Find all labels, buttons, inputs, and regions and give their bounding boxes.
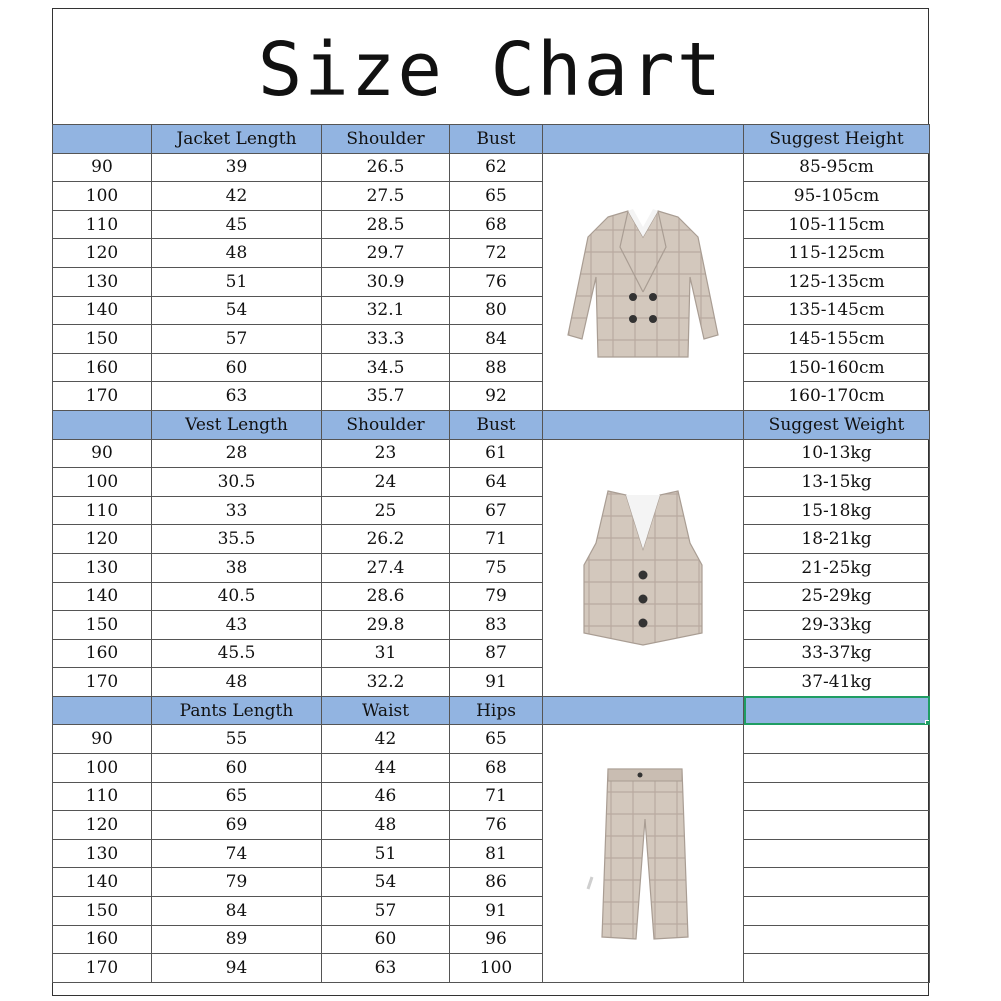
- jacket-suggest-cell[interactable]: 95-105cm: [744, 182, 930, 211]
- jacket-measure-a-cell[interactable]: 27.5: [322, 182, 450, 211]
- vest-length-cell[interactable]: 48: [152, 668, 322, 697]
- jacket-suggest-cell[interactable]: 85-95cm: [744, 153, 930, 182]
- pants-measure-b-cell[interactable]: 71: [450, 782, 543, 811]
- vest-length-cell[interactable]: 33: [152, 496, 322, 525]
- jacket-measure-b-cell[interactable]: 62: [450, 153, 543, 182]
- jacket-measure-a-cell[interactable]: 33.3: [322, 325, 450, 354]
- vest-measure-a-cell[interactable]: 24: [322, 468, 450, 497]
- pants-size-cell[interactable]: 170: [53, 954, 152, 983]
- jacket-size-cell[interactable]: 90: [53, 153, 152, 182]
- pants-suggest-cell[interactable]: [744, 811, 930, 840]
- vest-measure-a-cell[interactable]: 26.2: [322, 525, 450, 554]
- vest-suggest-cell[interactable]: 33-37kg: [744, 639, 930, 668]
- vest-length-cell[interactable]: 45.5: [152, 639, 322, 668]
- jacket-suggest-cell[interactable]: 145-155cm: [744, 325, 930, 354]
- jacket-size-header[interactable]: [53, 125, 152, 154]
- pants-measure-a-cell[interactable]: 44: [322, 754, 450, 783]
- pants-size-cell[interactable]: 140: [53, 868, 152, 897]
- jacket-size-cell[interactable]: 140: [53, 296, 152, 325]
- pants-suggest-cell[interactable]: [744, 754, 930, 783]
- jacket-length-cell[interactable]: 48: [152, 239, 322, 268]
- table-row: [53, 639, 930, 668]
- pants-measure-a-cell[interactable]: 48: [322, 811, 450, 840]
- vest-suggest-cell[interactable]: 13-15kg: [744, 468, 930, 497]
- jacket-measure-a-cell[interactable]: 34.5: [322, 353, 450, 382]
- pants-measure-b-cell[interactable]: 86: [450, 868, 543, 897]
- jacket-length-cell[interactable]: 45: [152, 210, 322, 239]
- jacket-suggest-cell[interactable]: 125-135cm: [744, 267, 930, 296]
- pants-suggest-cell[interactable]: [744, 782, 930, 811]
- pants-measure-a-cell[interactable]: 60: [322, 925, 450, 954]
- pants-length-cell[interactable]: 69: [152, 811, 322, 840]
- jacket-measure-a-header[interactable]: Shoulder: [322, 125, 450, 154]
- pants-image-header[interactable]: [543, 696, 744, 725]
- vest-illustration: [578, 483, 708, 653]
- table-row: [53, 839, 930, 868]
- pants-suggest-cell[interactable]: [744, 868, 930, 897]
- pants-measure-b-cell[interactable]: 81: [450, 839, 543, 868]
- pants-suggest-cell[interactable]: [744, 897, 930, 926]
- jacket-size-cell[interactable]: 150: [53, 325, 152, 354]
- table-row: [53, 210, 930, 239]
- pants-image-cell: [543, 725, 744, 982]
- table-row: [53, 239, 930, 268]
- vest-image-header[interactable]: [543, 410, 744, 439]
- pants-suggest-cell[interactable]: [744, 925, 930, 954]
- vest-length-cell[interactable]: 35.5: [152, 525, 322, 554]
- table-row: [53, 754, 930, 783]
- jacket-measure-b-cell[interactable]: 92: [450, 382, 543, 411]
- vest-measure-a-cell[interactable]: 28.6: [322, 582, 450, 611]
- page-title: Size Chart: [257, 27, 724, 113]
- pants-measure-b-header[interactable]: Hips: [450, 696, 543, 725]
- table-row: [53, 496, 930, 525]
- pants-measure-b-cell[interactable]: 68: [450, 754, 543, 783]
- vest-measure-b-header[interactable]: Bust: [450, 410, 543, 439]
- vest-size-cell[interactable]: 170: [53, 668, 152, 697]
- vest-suggest-cell[interactable]: 25-29kg: [744, 582, 930, 611]
- vest-suggest-cell[interactable]: 15-18kg: [744, 496, 930, 525]
- vest-measure-b-cell[interactable]: 75: [450, 553, 543, 582]
- jacket-length-cell[interactable]: 42: [152, 182, 322, 211]
- table-row: [53, 153, 930, 182]
- vest-measure-b-cell[interactable]: 71: [450, 525, 543, 554]
- pants-measure-b-cell[interactable]: 65: [450, 725, 543, 754]
- pants-suggest-cell[interactable]: [744, 954, 930, 983]
- size-chart-sheet: [52, 8, 929, 996]
- jacket-measure-a-cell[interactable]: 28.5: [322, 210, 450, 239]
- pants-length-header[interactable]: Pants Length: [152, 696, 322, 725]
- table-row: [53, 725, 930, 754]
- jacket-suggest-cell[interactable]: 135-145cm: [744, 296, 930, 325]
- jacket-length-cell[interactable]: 54: [152, 296, 322, 325]
- jacket-measure-b-cell[interactable]: 80: [450, 296, 543, 325]
- table-row: [53, 267, 930, 296]
- table-row: [53, 782, 930, 811]
- vest-suggest-cell[interactable]: 21-25kg: [744, 553, 930, 582]
- jacket-measure-b-cell[interactable]: 72: [450, 239, 543, 268]
- pants-measure-a-cell[interactable]: 46: [322, 782, 450, 811]
- jacket-size-cell[interactable]: 130: [53, 267, 152, 296]
- table-row: [53, 439, 930, 468]
- vest-size-header[interactable]: [53, 410, 152, 439]
- pants-size-cell[interactable]: 130: [53, 839, 152, 868]
- vest-measure-b-cell[interactable]: 64: [450, 468, 543, 497]
- vest-length-header[interactable]: Vest Length: [152, 410, 322, 439]
- jacket-measure-b-cell[interactable]: 76: [450, 267, 543, 296]
- table-row: [53, 811, 930, 840]
- pants-size-cell[interactable]: 160: [53, 925, 152, 954]
- vest-size-cell[interactable]: 90: [53, 439, 152, 468]
- vest-size-cell[interactable]: 110: [53, 496, 152, 525]
- jacket-length-header[interactable]: Jacket Length: [152, 125, 322, 154]
- vest-measure-a-cell[interactable]: 27.4: [322, 553, 450, 582]
- jacket-illustration: [558, 197, 728, 367]
- table-row: [53, 182, 930, 211]
- table-row: [53, 668, 930, 697]
- pants-measure-a-cell[interactable]: 51: [322, 839, 450, 868]
- jacket-measure-a-cell[interactable]: 29.7: [322, 239, 450, 268]
- vest-measure-b-cell[interactable]: 67: [450, 496, 543, 525]
- pants-size-cell[interactable]: 150: [53, 897, 152, 926]
- vest-size-cell[interactable]: 140: [53, 582, 152, 611]
- table-row: [53, 611, 930, 640]
- vest-suggest-header[interactable]: Suggest Weight: [744, 410, 930, 439]
- vest-suggest-cell[interactable]: 18-21kg: [744, 525, 930, 554]
- vest-measure-a-cell[interactable]: 25: [322, 496, 450, 525]
- pants-measure-b-cell[interactable]: 76: [450, 811, 543, 840]
- pants-length-cell[interactable]: 65: [152, 782, 322, 811]
- pants-length-cell[interactable]: 79: [152, 868, 322, 897]
- table-row: [53, 868, 930, 897]
- pants-length-cell[interactable]: 84: [152, 897, 322, 926]
- pants-suggest-cell[interactable]: [744, 725, 930, 754]
- pants-measure-a-cell[interactable]: 57: [322, 897, 450, 926]
- jacket-measure-a-cell[interactable]: 30.9: [322, 267, 450, 296]
- jacket-suggest-cell[interactable]: 115-125cm: [744, 239, 930, 268]
- vest-size-cell[interactable]: 130: [53, 553, 152, 582]
- vest-size-cell[interactable]: 150: [53, 611, 152, 640]
- pants-size-cell[interactable]: 90: [53, 725, 152, 754]
- jacket-measure-b-cell[interactable]: 68: [450, 210, 543, 239]
- jacket-measure-b-cell[interactable]: 65: [450, 182, 543, 211]
- jacket-header-row: [53, 125, 930, 154]
- pants-length-cell[interactable]: 89: [152, 925, 322, 954]
- jacket-length-cell[interactable]: 60: [152, 353, 322, 382]
- jacket-size-cell[interactable]: 170: [53, 382, 152, 411]
- pants-length-cell[interactable]: 94: [152, 954, 322, 983]
- jacket-size-cell[interactable]: 100: [53, 182, 152, 211]
- jacket-image-cell: [543, 153, 744, 410]
- jacket-suggest-header[interactable]: Suggest Height: [744, 125, 930, 154]
- size-table: [52, 124, 930, 983]
- pants-measure-a-header[interactable]: Waist: [322, 696, 450, 725]
- pants-length-cell[interactable]: 60: [152, 754, 322, 783]
- vest-suggest-cell[interactable]: 10-13kg: [744, 439, 930, 468]
- vest-measure-a-cell[interactable]: 23: [322, 439, 450, 468]
- table-row: [53, 954, 930, 983]
- jacket-length-cell[interactable]: 39: [152, 153, 322, 182]
- table-row: [53, 897, 930, 926]
- jacket-measure-b-header[interactable]: Bust: [450, 125, 543, 154]
- pants-size-cell[interactable]: 100: [53, 754, 152, 783]
- table-row: [53, 353, 930, 382]
- vest-header-row: [53, 410, 930, 439]
- jacket-length-cell[interactable]: 57: [152, 325, 322, 354]
- jacket-measure-a-cell[interactable]: 32.1: [322, 296, 450, 325]
- vest-image-cell: [543, 439, 744, 696]
- table-row: [53, 525, 930, 554]
- vest-size-cell[interactable]: 100: [53, 468, 152, 497]
- jacket-length-cell[interactable]: 63: [152, 382, 322, 411]
- pants-size-header[interactable]: [53, 696, 152, 725]
- vest-length-cell[interactable]: 40.5: [152, 582, 322, 611]
- jacket-image-header[interactable]: [543, 125, 744, 154]
- table-row: [53, 925, 930, 954]
- pants-length-cell[interactable]: 74: [152, 839, 322, 868]
- vest-measure-a-cell[interactable]: 32.2: [322, 668, 450, 697]
- jacket-suggest-cell[interactable]: 160-170cm: [744, 382, 930, 411]
- pants-illustration: [578, 759, 708, 949]
- pants-measure-a-cell[interactable]: 63: [322, 954, 450, 983]
- vest-suggest-cell[interactable]: 37-41kg: [744, 668, 930, 697]
- vest-measure-b-cell[interactable]: 91: [450, 668, 543, 697]
- pants-size-cell[interactable]: 120: [53, 811, 152, 840]
- vest-measure-b-cell[interactable]: 83: [450, 611, 543, 640]
- vest-measure-b-cell[interactable]: 79: [450, 582, 543, 611]
- pants-measure-a-cell[interactable]: 42: [322, 725, 450, 754]
- pants-suggest-cell[interactable]: [744, 839, 930, 868]
- vest-measure-a-cell[interactable]: 31: [322, 639, 450, 668]
- jacket-measure-b-cell[interactable]: 84: [450, 325, 543, 354]
- vest-suggest-cell[interactable]: 29-33kg: [744, 611, 930, 640]
- pants-measure-b-cell[interactable]: 100: [450, 954, 543, 983]
- jacket-size-cell[interactable]: 120: [53, 239, 152, 268]
- vest-length-cell[interactable]: 28: [152, 439, 322, 468]
- jacket-measure-a-cell[interactable]: 26.5: [322, 153, 450, 182]
- jacket-size-cell[interactable]: 160: [53, 353, 152, 382]
- pants-measure-a-cell[interactable]: 54: [322, 868, 450, 897]
- table-row: [53, 325, 930, 354]
- table-row: [53, 582, 930, 611]
- vest-measure-a-header[interactable]: Shoulder: [322, 410, 450, 439]
- vest-length-cell[interactable]: 30.5: [152, 468, 322, 497]
- selected-cell[interactable]: [744, 696, 930, 725]
- vest-measure-a-cell[interactable]: 29.8: [322, 611, 450, 640]
- pants-size-cell[interactable]: 110: [53, 782, 152, 811]
- pants-header-row: [53, 696, 930, 725]
- table-row: [53, 553, 930, 582]
- table-row: [53, 382, 930, 411]
- pants-measure-b-cell[interactable]: 91: [450, 897, 543, 926]
- vest-length-cell[interactable]: 38: [152, 553, 322, 582]
- jacket-measure-a-cell[interactable]: 35.7: [322, 382, 450, 411]
- table-row: [53, 468, 930, 497]
- jacket-length-cell[interactable]: 51: [152, 267, 322, 296]
- jacket-measure-b-cell[interactable]: 88: [450, 353, 543, 382]
- vest-measure-b-cell[interactable]: 61: [450, 439, 543, 468]
- fill-handle[interactable]: [925, 720, 930, 725]
- vest-measure-b-cell[interactable]: 87: [450, 639, 543, 668]
- table-row: [53, 296, 930, 325]
- vest-length-cell[interactable]: 43: [152, 611, 322, 640]
- jacket-suggest-cell[interactable]: 105-115cm: [744, 210, 930, 239]
- pants-measure-b-cell[interactable]: 96: [450, 925, 543, 954]
- jacket-size-cell[interactable]: 110: [53, 210, 152, 239]
- vest-size-cell[interactable]: 120: [53, 525, 152, 554]
- jacket-suggest-cell[interactable]: 150-160cm: [744, 353, 930, 382]
- pants-length-cell[interactable]: 55: [152, 725, 322, 754]
- vest-size-cell[interactable]: 160: [53, 639, 152, 668]
